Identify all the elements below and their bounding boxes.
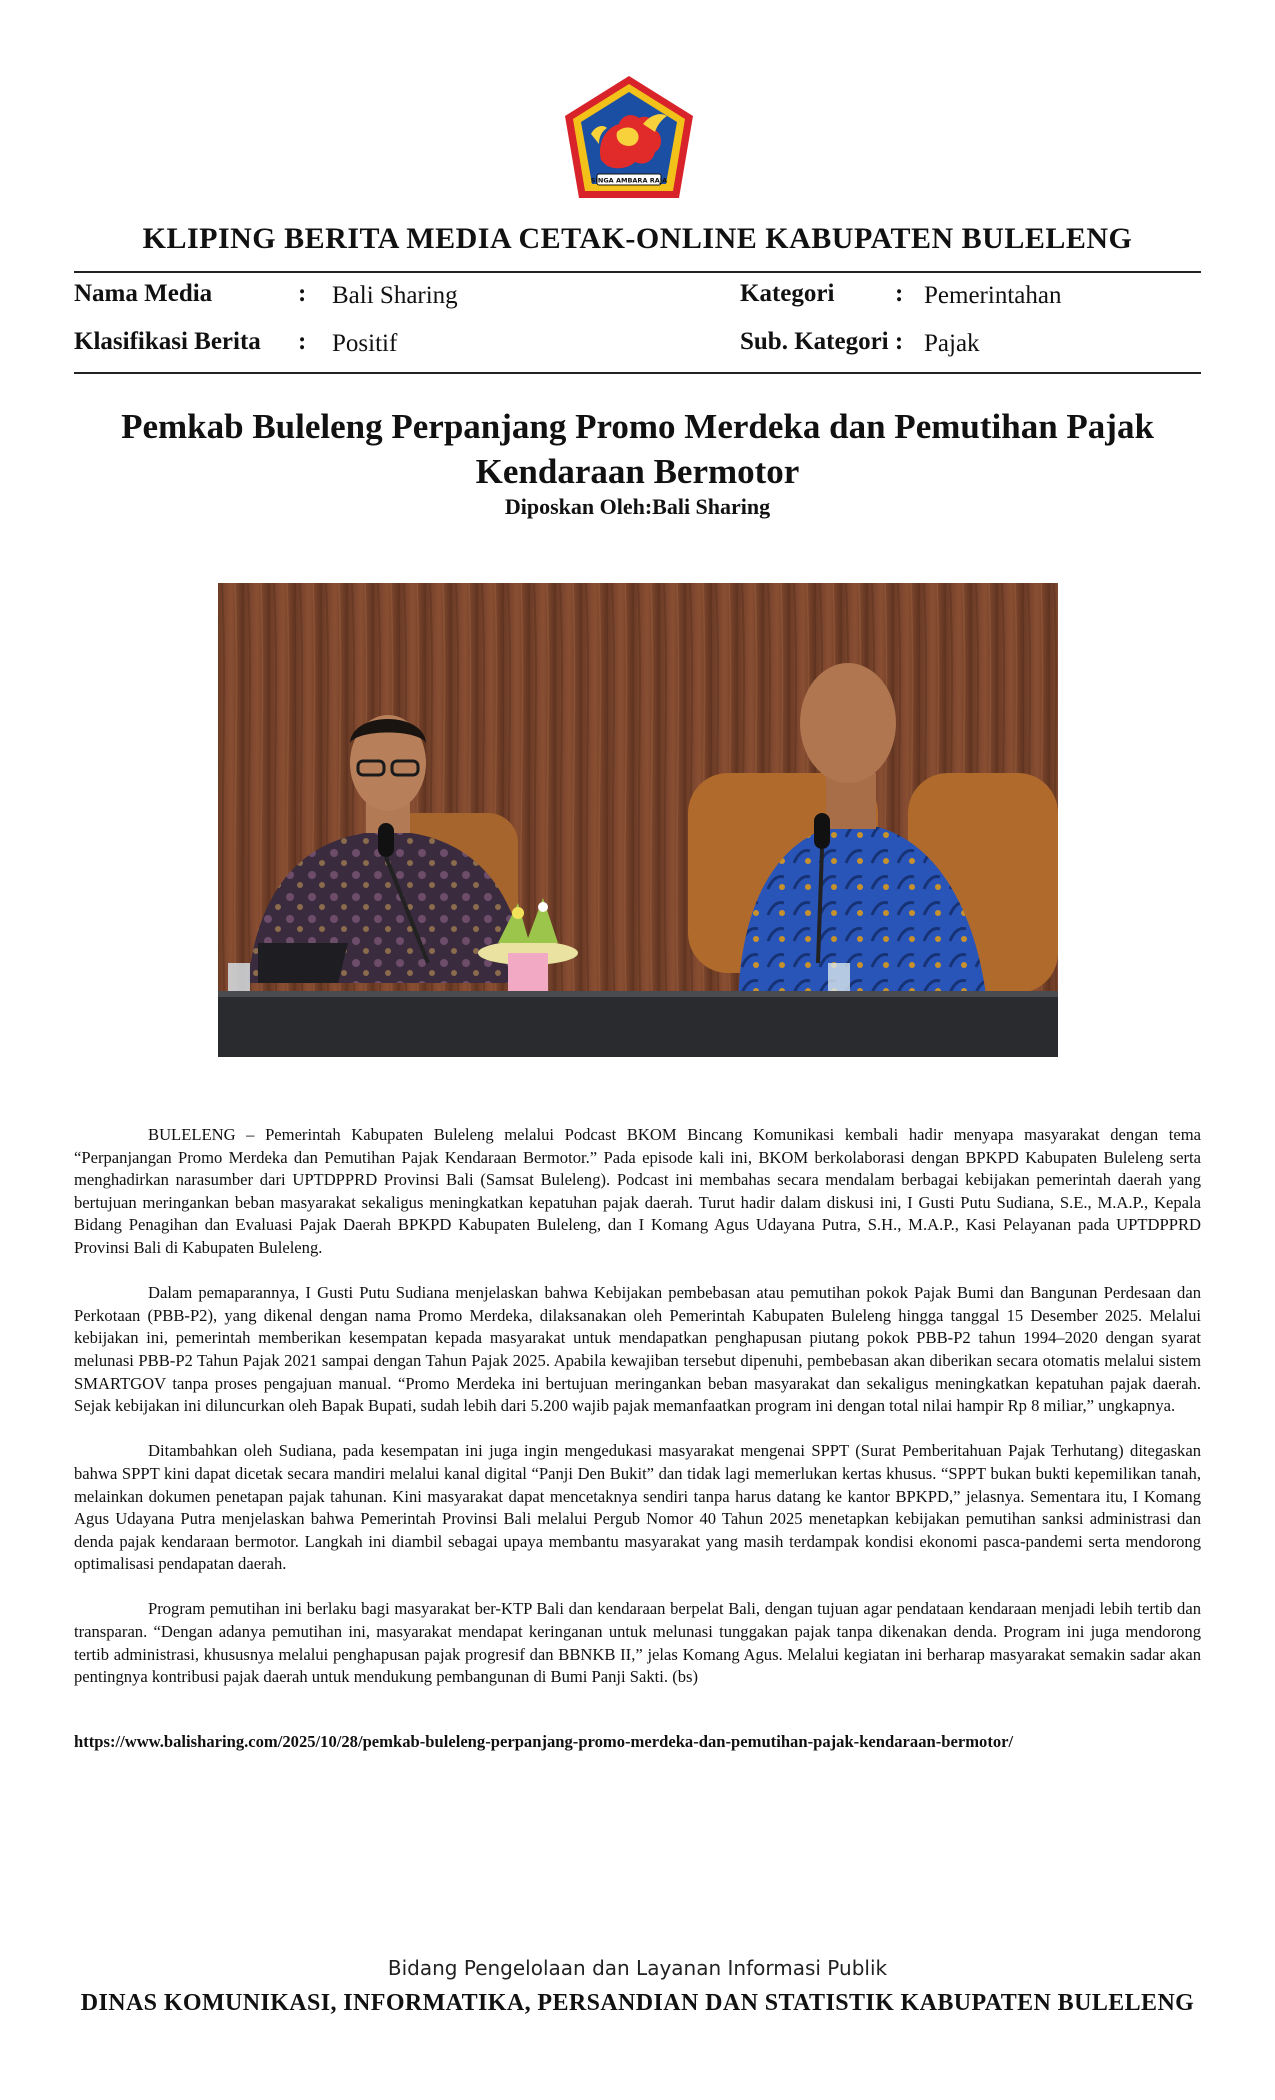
article-body [74, 1124, 1201, 1711]
buleleng-coat-of-arms-icon [561, 74, 697, 202]
classification-value: Positif [332, 330, 398, 357]
subcategory-value: Pajak [924, 330, 980, 357]
top-divider [74, 271, 1201, 273]
media-colon: : [298, 280, 307, 307]
article-paragraph: Ditambahkan oleh Sudiana, pada kesempatan ini juga ingin mengedukasi masyarakat mengenai SPPT (Surat Pemberitahuan Pajak Terhutang) ditegaskan bahwa SPPT kini dapat dicetak secara mandiri melalui kanal digital “Panji Den Bukit” dan tidak lagi memerlukan kertas khusus. “SPPT bukan bukti kepemilikan tanah, melainkan dokumen penetapan pajak tahunan. Kini masyarakat dapat mencetaknya sendiri tanpa harus datang ke kantor BPKPD,” jelasnya. Sementara itu, I Komang Agus Udayana Putra menjelaskan bahwa Pemerintah Provinsi Bali melalui Pergub Nomor 40 Tahun 2025 menetapkan kebijakan pemutihan sanksi administrasi dan denda pajak kendaraan bermotor. Langkah ini diambil sebagai upaya membantu masyarakat yang masih terdampak kondisi ekonomi pasca-pandemi serta mendorong optimalisasi pendapatan daerah. [74, 1441, 1201, 1574]
bottom-divider [74, 372, 1201, 374]
podcast-photo [218, 583, 1058, 1057]
subcategory-label: Sub. Kategori : [740, 328, 904, 355]
media-value: Bali Sharing [332, 282, 458, 309]
article-byline: Diposkan Oleh:Bali Sharing [504, 494, 771, 519]
category-colon: : [895, 280, 904, 307]
article-paragraph: BULELENG – Pemerintah Kabupaten Buleleng melalui Podcast BKOM Bincang Komunikasi kembali hadir menyapa masyarakat dengan tema “Perpanjangan Promo Merdeka dan Pemutihan Pajak Kendaraan Bermotor.” Pada episode kali ini, BKOM berkolaborasi dengan BPKPD Kabupaten Buleleng serta menghadirkan narasumber dari UPTDPPRD Provinsi Bali (Samsat Buleleng). Podcast ini membahas secara mendalam berbagai kebijakan pemerintah daerah yang bertujuan meringankan beban masyarakat sekaligus meningkatkan kepatuhan pajak daerah. Turut hadir dalam diskusi ini, I Gusti Putu Sudiana, S.E., M.A.P., Kepala Bidang Penagihan dan Evaluasi Pajak Daerah BPKPD Kabupaten Buleleng, dan I Komang Agus Udayana Putra, S.H., M.A.P., Kasi Pelayanan pada UPTDPPRD Provinsi Bali di Kabupaten Buleleng. [74, 1125, 1201, 1257]
svg-text:SINGA AMBARA RAJA: SINGA AMBARA RAJA [590, 176, 668, 185]
footer-agency: DINAS KOMUNIKASI, INFORMATIKA, PERSANDIAN DAN STATISTIK KABUPATEN BULELENG [80, 1990, 1195, 2016]
article-paragraph: Program pemutihan ini berlaku bagi masyarakat ber-KTP Bali dan kendaraan berpelat Bali, dengan tujuan agar pendataan kendaraan menjadi lebih tertib dan transparan. “Dengan adanya pemutihan ini, masyarakat mendapat keringanan untuk melunasi tunggakan pajak tanpa dikenakan denda. Program ini juga mendorong tertib administrasi, khususnya melalui penghapusan pajak progresif dan BBNKB II,” jelas Komang Agus. Melalui kegiatan ini berharap masyarakat semakin sadar akan pentingnya kontribusi pajak daerah untuk mendukung pembangunan di Bumi Panji Sakti. (bs) [74, 1599, 1201, 1687]
document-heading: KLIPING BERITA MEDIA CETAK-ONLINE KABUPATEN BULELENG [142, 222, 1133, 255]
category-value: Pemerintahan [924, 282, 1062, 309]
footer-department: Bidang Pengelolaan dan Layanan Informasi Publik [387, 1956, 888, 1980]
classification-label: Klasifikasi Berita [74, 328, 261, 355]
article-paragraph: Dalam pemaparannya, I Gusti Putu Sudiana menjelaskan bahwa Kebijakan pembebasan atau pemutihan pokok Pajak Bumi dan Bangunan Perdesaan dan Perkotaan (PBB-P2), yang dikenal dengan nama Promo Merdeka, dilaksanakan oleh Pemerintah Kabupaten Buleleng hingga tanggal 15 Desember 2025. Melalui kebijakan ini, pemerintah memberikan kesempatan kepada masyarakat untuk mendapatkan penghapusan piutang pokok PBB-P2 tahun 1994–2020 dengan syarat melunasi PBB-P2 Tahun Pajak 2021 sampai dengan Tahun Pajak 2025. Apabila kewajiban tersebut dipenuhi, pembebasan akan diberikan secara otomatis melalui sistem SMARTGOV tanpa proses pengajuan manual. “Promo Merdeka ini bertujuan meringankan beban masyarakat dan sekaligus meningkatkan kepatuhan pajak daerah. Sejak kebijakan ini diluncurkan oleh Bapak Bupati, sudah lebih dari 5.200 wajib pajak memanfaatkan program ini dengan total nilai hampir Rp 8 miliar,” ungkapnya. [74, 1283, 1201, 1416]
media-label: Nama Media [74, 280, 213, 307]
source-url-link[interactable]: https://www.balisharing.com/2025/10/28/pemkab-buleleng-perpanjang-promo-merdeka-dan-pemutihan-pajak-kendaraan-bermotor/ [74, 1732, 1014, 1751]
classification-colon: : [298, 328, 307, 355]
article-title: Pemkab Buleleng Perpanjang Promo Merdeka dan Pemutihan Pajak Kendaraan Bermotor [121, 407, 1154, 491]
category-label: Kategori [740, 280, 835, 307]
